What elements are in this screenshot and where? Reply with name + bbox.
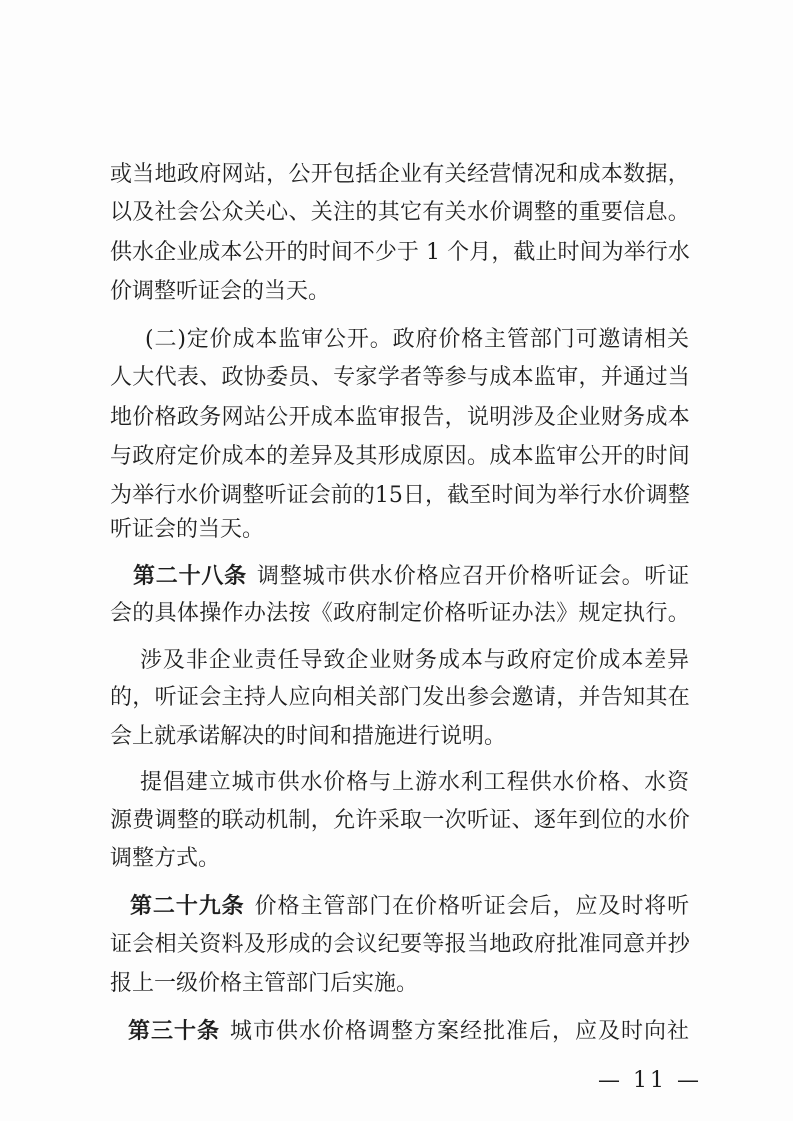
text-line	[110, 403, 690, 433]
text-line	[110, 515, 264, 545]
article-line	[133, 562, 690, 592]
line-text: 地价格政务网站公开成本监审报告，说明涉及企业财务成本	[110, 405, 691, 430]
line-text: 城市供水价格调整方案经批准后，应及时向社	[230, 1019, 691, 1044]
page-number: — 11 —	[598, 1068, 702, 1093]
text-line	[110, 277, 330, 307]
line-text: 涉及非企业责任导致企业财务成本与政府定价成本差异	[140, 648, 691, 673]
line-text: 会上就承诺解决的时间和措施进行说明。	[110, 724, 507, 749]
line-text: 人大代表、政协委员、专家学者等参与成本监审，并通过当	[110, 365, 691, 390]
line-text: 的，听证会主持人应向相关部门发出参会邀请，并告知其在	[110, 685, 691, 710]
text-line	[110, 806, 690, 836]
text-line	[140, 646, 690, 676]
text-line	[110, 599, 690, 629]
text-line	[110, 198, 690, 228]
line-text: 价格主管部门在价格听证会后，应及时将听	[254, 894, 691, 919]
article-line	[128, 1017, 690, 1047]
line-text: 与政府定价成本的差异及其形成原因。成本监审公开的时间	[110, 444, 691, 469]
line-text: 供水企业成本公开的时间不少于 1 个月，截止时间为举行水	[110, 240, 690, 265]
line-text: (二)定价成本监审公开。政府价格主管部门可邀请相关	[145, 327, 690, 352]
line-text: 或当地政府网站，公开包括企业有关经营情况和成本数据，	[110, 162, 691, 187]
text-line	[110, 722, 506, 752]
line-text: 价调整听证会的当天。	[110, 279, 331, 304]
article-heading: 第三十条	[128, 1019, 221, 1044]
line-text: 以及社会公众关心、关注的其它有关水价调整的重要信息。	[110, 200, 691, 225]
line-text: 会的具体操作办法按《政府制定价格听证办法》规定执行。	[110, 601, 691, 626]
text-line	[110, 160, 690, 190]
text-line	[110, 930, 690, 960]
line-text: 证会相关资料及形成的会议纪要等报当地政府批准同意并抄	[110, 932, 691, 957]
line-text: 源费调整的联动机制，允许采取一次听证、逐年到位的水价	[110, 808, 691, 833]
line-text: 为举行水价调整听证会前的15日，截至时间为举行水价调整	[110, 483, 690, 508]
line-text: 调整城市供水价格应召开价格听证会。听证	[256, 564, 690, 589]
text-line	[145, 325, 690, 355]
text-line	[110, 969, 418, 999]
text-line	[110, 363, 690, 393]
article-heading: 第二十九条	[130, 894, 245, 919]
line-text: 调整方式。	[110, 846, 221, 871]
line-text: 提倡建立城市供水价格与上游水利工程供水价格、水资	[140, 770, 691, 795]
text-line	[140, 768, 690, 798]
text-line	[110, 481, 690, 511]
line-text: 听证会的当天。	[110, 517, 265, 542]
text-line	[110, 238, 690, 268]
article-line	[130, 892, 690, 922]
text-line	[110, 683, 690, 713]
article-heading: 第二十八条	[133, 564, 247, 589]
text-line	[110, 442, 690, 472]
line-text: 报上一级价格主管部门后实施。	[110, 971, 419, 996]
text-line	[110, 844, 220, 874]
